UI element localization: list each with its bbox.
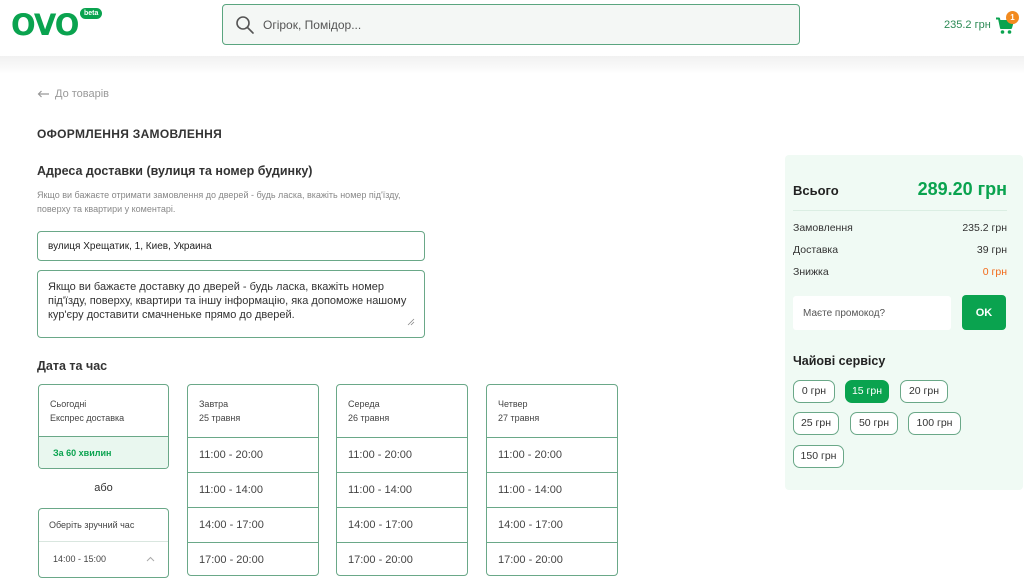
day-header — [337, 385, 467, 438]
tip-option[interactable]: 20 грн — [900, 380, 948, 403]
summary-row-value: 39 грн — [976, 244, 1007, 256]
day-header — [188, 385, 318, 438]
time-picker[interactable] — [38, 508, 169, 578]
address-hint: Якщо ви бажаєте отримати замовлення до дверей - будь ласка, вкажіть номер під'їзду, поверху та квартири у коментарі. — [37, 190, 401, 214]
cart-total[interactable]: 235.2 грн — [944, 19, 991, 31]
time-slot[interactable]: 17:00 - 20:00 — [199, 554, 264, 566]
summary-row-label: Доставка — [793, 244, 839, 256]
summary-row-order — [793, 222, 1007, 234]
ovo-logo[interactable]: OVO — [11, 8, 79, 42]
time-slot[interactable]: 17:00 - 20:00 — [498, 554, 563, 566]
chevron-up-icon — [146, 556, 155, 562]
order-summary-panel — [785, 155, 1023, 490]
tip-option[interactable]: 25 грн — [793, 412, 839, 435]
today-column — [38, 384, 169, 469]
summary-row-delivery — [793, 244, 1007, 256]
summary-row-label: Замовлення — [793, 222, 853, 234]
time-slot[interactable]: 11:00 - 14:00 — [188, 473, 318, 508]
summary-row-label: Знижка — [793, 266, 829, 278]
tip-option[interactable]: 50 грн — [850, 412, 898, 435]
summary-row-value: 0 грн — [982, 266, 1007, 278]
day-name: Четвер — [498, 399, 528, 409]
time-slot[interactable]: 11:00 - 20:00 — [188, 438, 318, 473]
time-slot[interactable]: 11:00 - 20:00 — [337, 438, 467, 473]
express-delivery-label: Експрес доставка — [50, 413, 125, 423]
summary-divider — [793, 210, 1007, 211]
search-input[interactable] — [263, 13, 763, 37]
address-section-title: Адреса доставки (вулиця та номер будинку) — [37, 164, 313, 178]
time-picker-value: 14:00 - 15:00 — [53, 554, 107, 564]
summary-row-discount — [793, 266, 1007, 278]
day-date: 26 травня — [348, 413, 390, 423]
time-slot[interactable]: 14:00 - 17:00 — [337, 508, 467, 543]
tip-option[interactable]: 0 грн — [793, 380, 835, 403]
promo-code-input[interactable] — [793, 296, 951, 330]
search-icon — [235, 15, 255, 35]
resize-grip-icon[interactable] — [407, 318, 415, 326]
day-name: Завтра — [199, 399, 229, 409]
comment-textarea[interactable] — [37, 270, 425, 338]
day-name: Середа — [348, 399, 380, 409]
back-link-label: До товарів — [55, 88, 110, 100]
time-slot[interactable]: 14:00 - 17:00 — [487, 508, 617, 543]
tip-option[interactable]: 150 грн — [793, 445, 844, 468]
beta-badge: beta — [80, 8, 102, 19]
total-label: Всього — [793, 183, 839, 198]
day-header — [487, 385, 617, 438]
promo-ok-button[interactable]: OK — [962, 295, 1006, 330]
time-slot[interactable]: 11:00 - 20:00 — [487, 438, 617, 473]
arrow-left-icon — [37, 90, 50, 98]
address-input[interactable] — [37, 231, 425, 261]
time-slot[interactable]: 14:00 - 17:00 — [188, 508, 318, 543]
day-date: 25 травня — [199, 413, 241, 423]
page-title: ОФОРМЛЕННЯ ЗАМОВЛЕННЯ — [37, 127, 223, 141]
search-bar[interactable] — [222, 4, 800, 45]
summary-row-value: 235.2 грн — [962, 222, 1007, 234]
total-value: 289.20 грн — [917, 179, 1007, 199]
time-slot[interactable]: 11:00 - 14:00 — [337, 473, 467, 508]
today-label: Сьогодні — [50, 399, 87, 409]
time-picker-select[interactable] — [39, 542, 168, 577]
today-header — [39, 385, 168, 437]
day-column-tomorrow — [187, 384, 319, 576]
datetime-section-title: Дата та час — [37, 359, 108, 373]
back-to-products-link[interactable] — [37, 88, 109, 100]
header — [0, 0, 1024, 56]
or-label: або — [94, 482, 113, 494]
cart-count-badge: 1 — [1006, 11, 1019, 24]
day-column-wednesday — [336, 384, 468, 576]
time-picker-label: Оберіть зручний час — [39, 509, 168, 542]
time-slot[interactable]: 11:00 - 14:00 — [487, 473, 617, 508]
day-date: 27 травня — [498, 413, 540, 423]
tip-option[interactable]: 15 грн — [845, 380, 889, 403]
time-slot[interactable]: 17:00 - 20:00 — [348, 554, 413, 566]
header-divider — [0, 56, 1024, 74]
tips-title: Чайові сервісу — [793, 354, 886, 368]
express-slot-button[interactable]: За 60 хвилин — [39, 437, 168, 469]
tip-option[interactable]: 100 грн — [908, 412, 961, 435]
day-column-thursday — [486, 384, 618, 576]
